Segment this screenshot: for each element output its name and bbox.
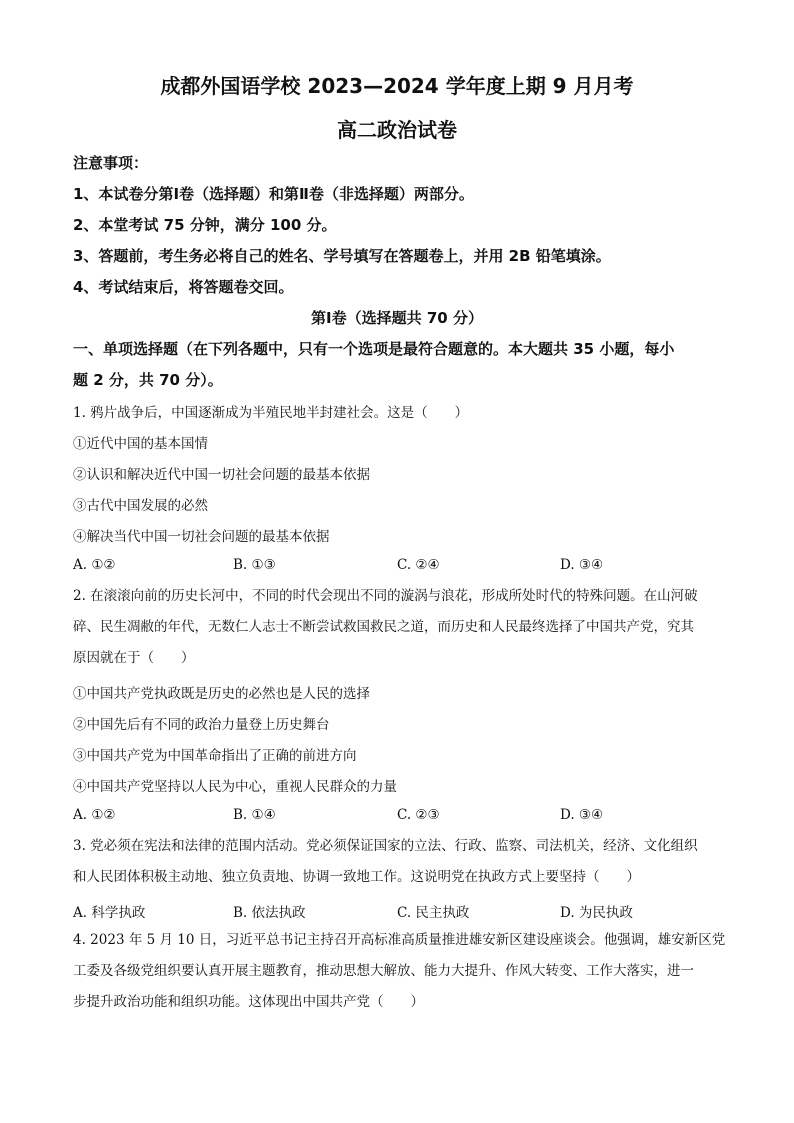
- question-2-statement: ③中国共产党为中国革命指出了正确的前进方向: [73, 748, 357, 764]
- stem-line: 3. 党必须在宪法和法律的范围内活动。党必须保证国家的立法、行政、监察、司法机关，经济、文化组织: [73, 838, 698, 854]
- option-a: A. ①②: [73, 807, 116, 823]
- question-1-statement: ④解决当代中国一切社会问题的最基本依据: [73, 529, 330, 545]
- question-2-stem: [73, 581, 723, 674]
- stem-line: 碎、民生凋敝的年代，无数仁人志士不断尝试救国救民之道，而历史和人民最终选择了中国共产党，究其: [73, 619, 694, 635]
- question-3-stem: [73, 831, 723, 893]
- option-c: C. ②④: [397, 557, 440, 573]
- question-2-statement: ①中国共产党执政既是历史的必然也是人民的选择: [73, 686, 370, 702]
- notice-item: 1、本试卷分第Ⅰ卷（选择题）和第Ⅱ卷（非选择题）两部分。: [73, 185, 474, 203]
- exam-subtitle: 高二政治试卷: [337, 118, 457, 142]
- question-4-stem: [73, 925, 726, 1018]
- section-title: 第Ⅰ卷（选择题共 70 分）: [311, 309, 483, 327]
- option-b: B. 依法执政: [233, 905, 306, 921]
- option-d: D. ③④: [560, 557, 604, 573]
- question-1-statement: ①近代中国的基本国情: [73, 436, 208, 452]
- stem-line: 2. 在滚滚向前的历史长河中，不同的时代会现出不同的漩涡与浪花，形成所处时代的特殊问题。在山河破: [73, 588, 698, 604]
- option-a: A. 科学执政: [73, 905, 146, 921]
- question-1-statement: ③古代中国发展的必然: [73, 498, 208, 514]
- option-d: D. 为民执政: [560, 905, 633, 921]
- option-c: C. ②③: [397, 807, 440, 823]
- exam-title: 成都外国语学校 2023—2024 学年度上期 9 月月考: [160, 74, 634, 98]
- question-2-statement: ②中国先后有不同的政治力量登上历史舞台: [73, 717, 330, 733]
- option-b: B. ①③: [233, 557, 276, 573]
- option-b: B. ①④: [233, 807, 276, 823]
- stem-line: 步提升政治功能和组织功能。这体现出中国共产党（ ）: [73, 994, 424, 1010]
- question-1-statement: ②认识和解决近代中国一切社会问题的最基本依据: [73, 467, 370, 483]
- option-d: D. ③④: [560, 807, 604, 823]
- notice-item: 3、答题前，考生务必将自己的姓名、学号填写在答题卷上，并用 2B 铅笔填涂。: [73, 247, 611, 265]
- stem-line: 工委及各级党组织要认真开展主题教育，推动思想大解放、能力大提升、作风大转变、工作大落实，进一: [73, 963, 694, 979]
- question-2-statement: ④中国共产党坚持以人民为中心，重视人民群众的力量: [73, 779, 397, 795]
- stem-line: 和人民团体积极主动地、独立负责地、协调一致地工作。这说明党在执政方式上要坚持（ ）: [73, 869, 640, 885]
- question-1-stem: 1. 鸦片战争后，中国逐渐成为半殖民地半封建社会。这是（ ）: [73, 405, 469, 421]
- stem-line: 原因就在于（ ）: [73, 650, 195, 666]
- notice-item: 4、考试结束后，将答题卷交回。: [73, 278, 294, 296]
- notice-heading: 注意事项：: [73, 154, 149, 172]
- option-c: C. 民主执政: [397, 905, 470, 921]
- section-instruction: 一、单项选择题（在下列各题中，只有一个选项是最符合题意的。本大题共 35 小题，每小: [73, 340, 675, 358]
- stem-line: 4. 2023 年 5 月 10 日，习近平总书记主持召开高标准高质量推进雄安新区建设座谈会。他强调，雄安新区党: [73, 932, 726, 948]
- option-a: A. ①②: [73, 557, 116, 573]
- notice-item: 2、本堂考试 75 分钟，满分 100 分。: [73, 216, 337, 234]
- section-instruction: 题 2 分，共 70 分）。: [73, 371, 223, 389]
